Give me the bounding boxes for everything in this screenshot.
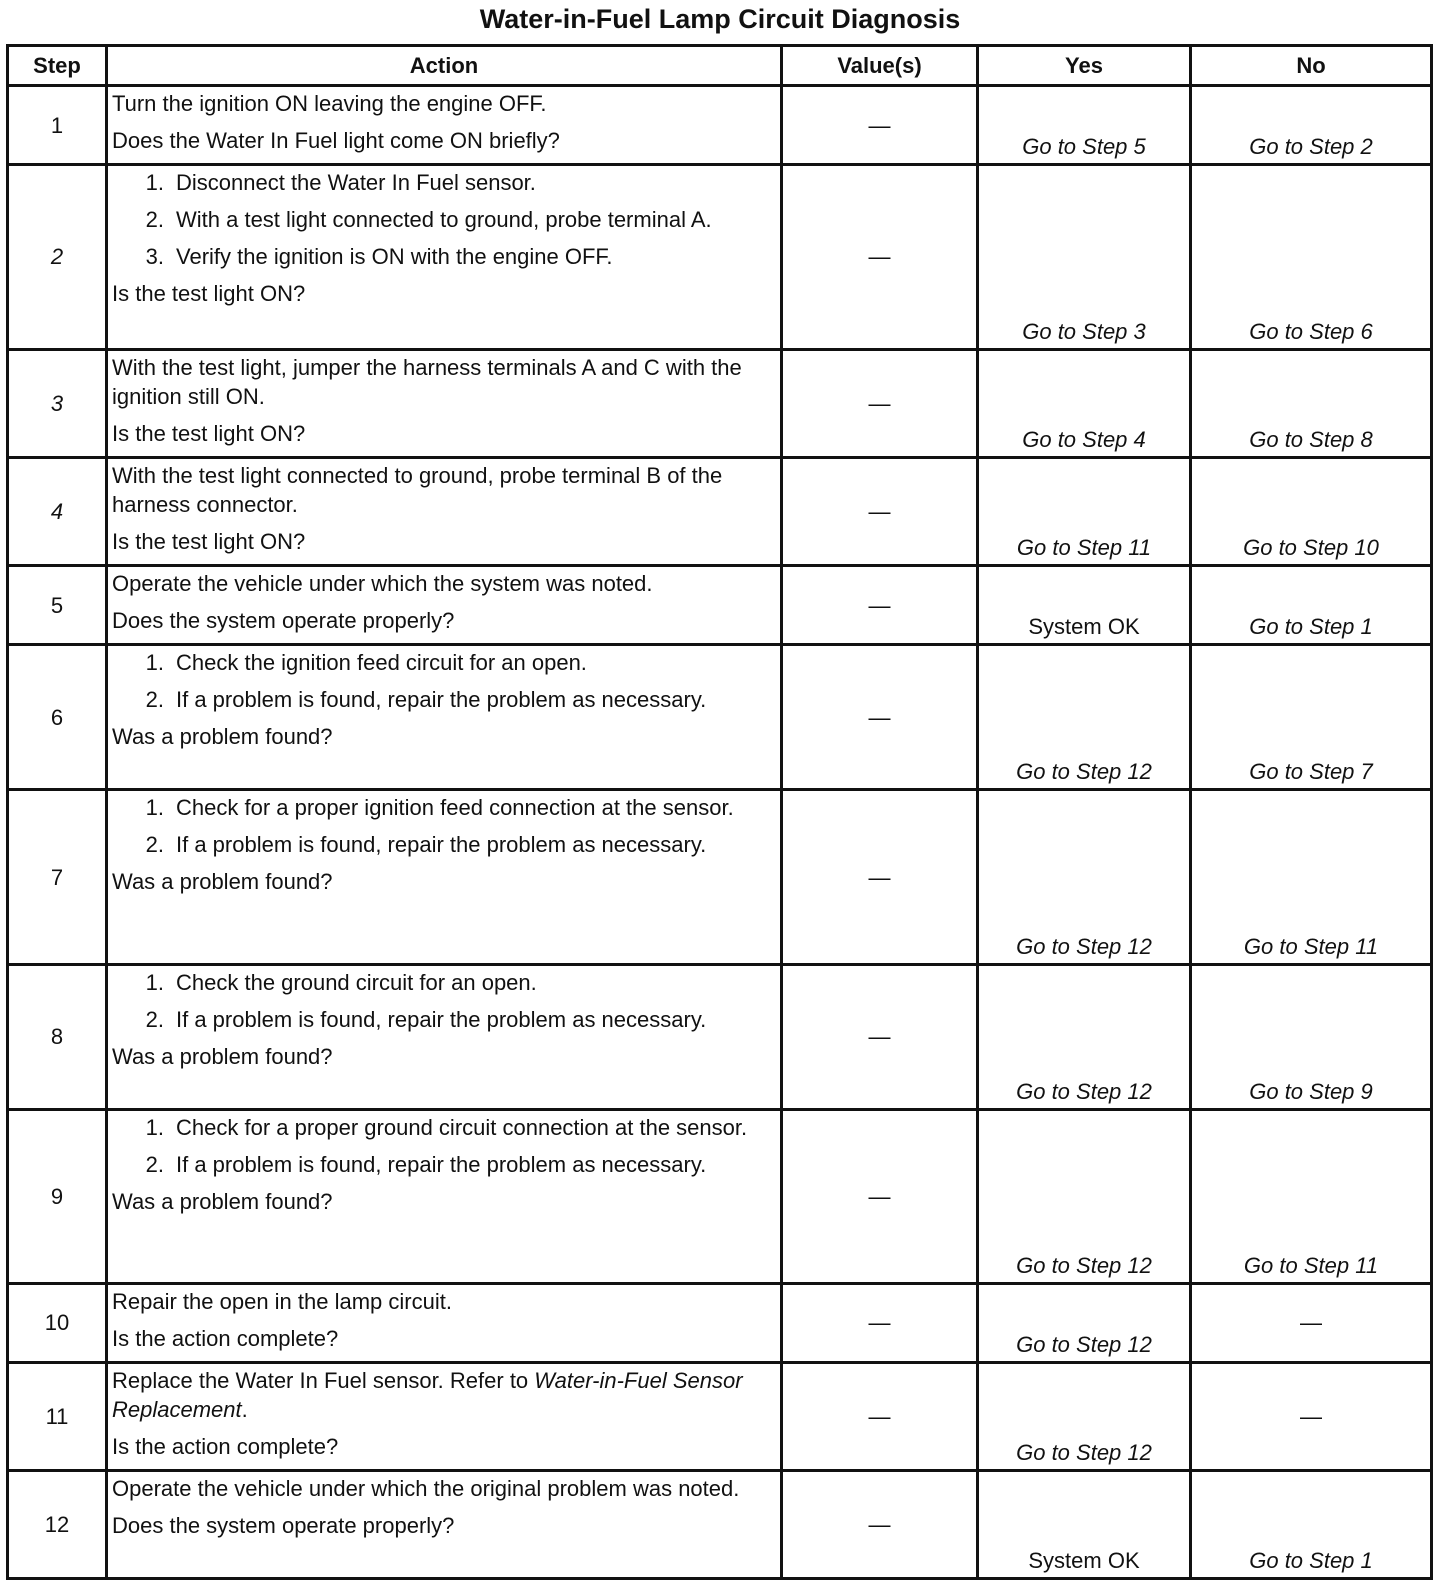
action-item	[112, 1150, 774, 1179]
yes-cell: Go to Step 12	[978, 1109, 1191, 1283]
no-cell: Go to Step 2	[1191, 86, 1432, 165]
action-question: Was a problem found?	[112, 869, 333, 895]
header-values: Value(s)	[782, 46, 978, 86]
value-cell: —	[782, 645, 978, 790]
item-text: Check the ignition feed circuit for an open.	[176, 650, 587, 676]
step-number: 7	[8, 790, 107, 964]
action-item	[112, 1113, 774, 1142]
action-question: Was a problem found?	[112, 1188, 333, 1214]
action-item	[112, 242, 774, 271]
table-row	[8, 165, 1432, 349]
item-number: 2.	[145, 1006, 164, 1032]
action-text	[112, 1366, 774, 1424]
item-number: 1.	[145, 969, 164, 995]
yes-cell: Go to Step 12	[978, 645, 1191, 790]
item-text: Check the ground circuit for an open.	[176, 969, 537, 995]
reference-link: Water-in-Fuel Sensor Replacement	[112, 1368, 743, 1423]
header-row	[8, 46, 1432, 86]
action-question: Was a problem found?	[112, 1043, 333, 1069]
action-text: With the test light connected to ground, probe terminal B of the harness connector.	[112, 462, 723, 517]
item-text: With a test light connected to ground, probe terminal A.	[176, 207, 712, 233]
value-cell: —	[782, 1109, 978, 1283]
action-question: Is the action complete?	[112, 1434, 339, 1460]
no-cell: Go to Step 7	[1191, 645, 1432, 790]
no-cell: Go to Step 9	[1191, 964, 1432, 1109]
action-text: With the test light, jumper the harness terminals A and C with the ignition still ON.	[112, 354, 742, 409]
action-question: Does the system operate properly?	[112, 1513, 455, 1539]
action-cell	[107, 645, 782, 790]
value-cell: —	[782, 1363, 978, 1471]
action-item	[112, 968, 774, 997]
item-number: 1.	[145, 170, 164, 196]
yes-cell: Go to Step 4	[978, 349, 1191, 457]
value-cell: —	[782, 964, 978, 1109]
action-question: Is the test light ON?	[112, 420, 306, 446]
table-row	[8, 566, 1432, 645]
value-cell: —	[782, 1283, 978, 1362]
step-number: 9	[8, 1109, 107, 1283]
no-cell: Go to Step 8	[1191, 349, 1432, 457]
action-question: Is the test light ON?	[112, 281, 306, 307]
no-cell: —	[1191, 1363, 1432, 1471]
item-number: 2.	[145, 687, 164, 713]
action-cell	[107, 165, 782, 349]
diagnosis-table	[6, 44, 1433, 1580]
table-row	[8, 457, 1432, 565]
item-text: Check for a proper ground circuit connection at the sensor.	[176, 1114, 748, 1140]
step-number: 12	[8, 1471, 107, 1579]
table-row	[8, 964, 1432, 1109]
table-row	[8, 86, 1432, 165]
action-question: Does the system operate properly?	[112, 608, 455, 634]
action-cell	[107, 964, 782, 1109]
item-number: 1.	[145, 795, 164, 821]
item-text: Verify the ignition is ON with the engine OFF.	[176, 244, 613, 270]
table-row	[8, 1471, 1432, 1579]
item-number: 1.	[145, 650, 164, 676]
action-cell	[107, 86, 782, 165]
value-cell: —	[782, 790, 978, 964]
action-cell	[107, 790, 782, 964]
yes-cell: Go to Step 12	[978, 964, 1191, 1109]
action-item	[112, 205, 774, 234]
item-text: Disconnect the Water In Fuel sensor.	[176, 170, 536, 196]
action-cell	[107, 1283, 782, 1362]
yes-cell: System OK	[978, 1471, 1191, 1579]
item-number: 2.	[145, 207, 164, 233]
step-number: 1	[8, 86, 107, 165]
value-cell: —	[782, 566, 978, 645]
action-item	[112, 168, 774, 197]
yes-cell: Go to Step 12	[978, 1283, 1191, 1362]
no-cell: Go to Step 1	[1191, 1471, 1432, 1579]
step-number: 10	[8, 1283, 107, 1362]
action-item	[112, 685, 774, 714]
item-text: If a problem is found, repair the problem as necessary.	[176, 1006, 707, 1032]
no-cell: Go to Step 1	[1191, 566, 1432, 645]
step-number: 11	[8, 1363, 107, 1471]
action-cell	[107, 349, 782, 457]
yes-cell: Go to Step 5	[978, 86, 1191, 165]
header-step: Step	[8, 46, 107, 86]
action-text: Operate the vehicle under which the original problem was noted.	[112, 1476, 740, 1502]
value-cell: —	[782, 86, 978, 165]
page-title: Water-in-Fuel Lamp Circuit Diagnosis	[479, 4, 961, 34]
value-cell: —	[782, 1471, 978, 1579]
action-text: Repair the open in the lamp circuit.	[112, 1288, 452, 1314]
item-number: 2.	[145, 1151, 164, 1177]
action-cell	[107, 566, 782, 645]
header-no: No	[1191, 46, 1432, 86]
item-text: If a problem is found, repair the problem as necessary.	[176, 687, 707, 713]
no-cell: —	[1191, 1283, 1432, 1362]
item-text: Check for a proper ignition feed connection at the sensor.	[176, 795, 734, 821]
action-text: Operate the vehicle under which the system was noted.	[112, 571, 653, 597]
table-row	[8, 1109, 1432, 1283]
yes-cell: Go to Step 11	[978, 457, 1191, 565]
table-row	[8, 790, 1432, 964]
no-cell: Go to Step 11	[1191, 790, 1432, 964]
item-number: 3.	[145, 244, 164, 270]
yes-cell: Go to Step 3	[978, 165, 1191, 349]
action-item	[112, 648, 774, 677]
action-cell	[107, 1363, 782, 1471]
item-text: If a problem is found, repair the problem as necessary.	[176, 1151, 707, 1177]
step-number: 4	[8, 457, 107, 565]
value-cell: —	[782, 457, 978, 565]
step-number: 6	[8, 645, 107, 790]
yes-cell: Go to Step 12	[978, 1363, 1191, 1471]
item-text: If a problem is found, repair the problem as necessary.	[176, 832, 707, 858]
yes-cell: System OK	[978, 566, 1191, 645]
action-cell	[107, 1471, 782, 1579]
no-cell: Go to Step 10	[1191, 457, 1432, 565]
step-number: 2	[8, 165, 107, 349]
table-row	[8, 1283, 1432, 1362]
step-number: 5	[8, 566, 107, 645]
action-text-pre: Replace the Water In Fuel sensor. Refer to	[112, 1368, 535, 1394]
action-item	[112, 1005, 774, 1034]
item-number: 2.	[145, 832, 164, 858]
table-row	[8, 645, 1432, 790]
value-cell: —	[782, 349, 978, 457]
action-question: Is the test light ON?	[112, 528, 306, 554]
no-cell: Go to Step 11	[1191, 1109, 1432, 1283]
action-cell	[107, 1109, 782, 1283]
table-row	[8, 349, 1432, 457]
step-number: 8	[8, 964, 107, 1109]
action-question: Does the Water In Fuel light come ON briefly?	[112, 128, 560, 153]
header-action: Action	[107, 46, 782, 86]
no-cell: Go to Step 6	[1191, 165, 1432, 349]
action-item	[112, 830, 774, 859]
action-text-post: .	[241, 1397, 248, 1423]
step-number: 3	[8, 349, 107, 457]
action-cell	[107, 457, 782, 565]
action-text: Turn the ignition ON leaving the engine OFF.	[112, 91, 547, 116]
yes-cell: Go to Step 12	[978, 790, 1191, 964]
header-yes: Yes	[978, 46, 1191, 86]
value-cell: —	[782, 165, 978, 349]
action-item	[112, 793, 774, 822]
table-row	[8, 1363, 1432, 1471]
item-number: 1.	[145, 1114, 164, 1140]
action-question: Was a problem found?	[112, 724, 333, 750]
action-question: Is the action complete?	[112, 1325, 339, 1351]
